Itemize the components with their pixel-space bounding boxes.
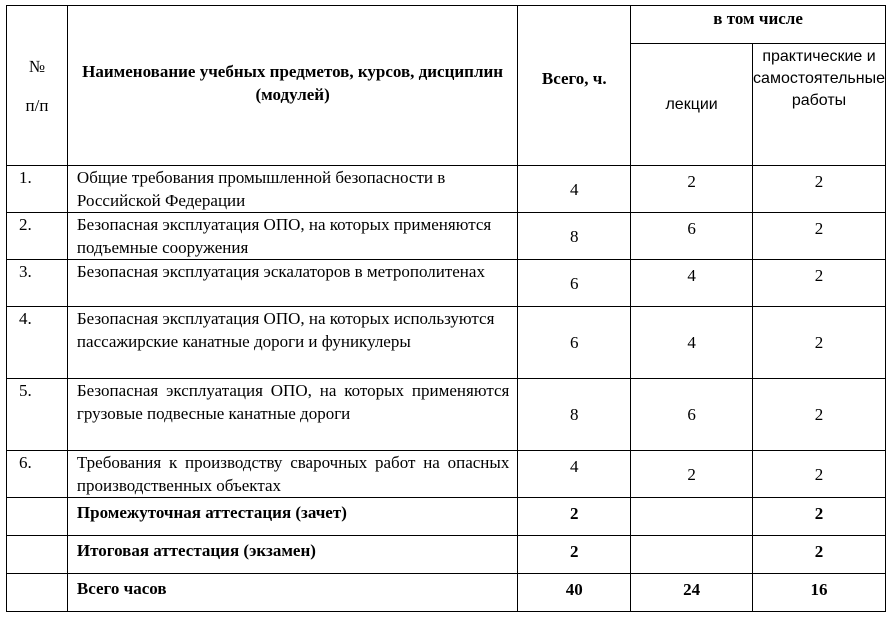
row-number: 4. (7, 307, 68, 379)
table-row (7, 379, 886, 451)
row-practical: 2 (753, 379, 886, 451)
row-total: 6 (518, 307, 631, 379)
header-lectures: лекции (631, 44, 753, 166)
row-number: 5. (7, 379, 68, 451)
row-lectures: 4 (631, 260, 753, 307)
table-row (7, 166, 886, 213)
row-practical: 2 (753, 213, 886, 260)
header-number (7, 6, 68, 166)
summary-row (7, 574, 886, 612)
header-row-1 (7, 6, 886, 44)
summary-label: Всего часов (67, 574, 517, 612)
row-subject: Общие требования промышленной безопасности в Российской Федерации (67, 166, 517, 213)
intermediate-label: Промежуточная аттестация (зачет) (67, 498, 517, 536)
intermediate-practical: 2 (753, 498, 886, 536)
row-subject: Безопасная эксплуатация ОПО, на которых применяются грузовые подвесные канатные дороги (67, 379, 517, 451)
row-number-empty (7, 574, 68, 612)
row-lectures: 6 (631, 213, 753, 260)
row-number: 6. (7, 451, 68, 498)
row-practical: 2 (753, 260, 886, 307)
row-total: 4 (518, 166, 631, 213)
row-total: 8 (518, 213, 631, 260)
row-number: 2. (7, 213, 68, 260)
final-lectures (631, 536, 753, 574)
row-number: 3. (7, 260, 68, 307)
header-number-line2: п/п (25, 95, 49, 115)
table-row (7, 307, 886, 379)
row-total: 6 (518, 260, 631, 307)
final-row (7, 536, 886, 574)
row-total: 4 (518, 451, 631, 498)
row-subject: Требования к производству сварочных работ на опасных производственных объектах (67, 451, 517, 498)
curriculum-table (6, 5, 886, 612)
final-label: Итоговая аттестация (экзамен) (67, 536, 517, 574)
final-practical: 2 (753, 536, 886, 574)
row-lectures: 6 (631, 379, 753, 451)
header-practical: практические и самостоятельные работы (753, 44, 886, 166)
row-lectures: 4 (631, 307, 753, 379)
row-number-empty (7, 498, 68, 536)
summary-lectures: 24 (631, 574, 753, 612)
row-subject: Безопасная эксплуатация эскалаторов в метрополитенах (67, 260, 517, 307)
intermediate-lectures (631, 498, 753, 536)
row-lectures: 2 (631, 451, 753, 498)
table-row (7, 213, 886, 260)
intermediate-row (7, 498, 886, 536)
table-row (7, 451, 886, 498)
row-number: 1. (7, 166, 68, 213)
curriculum-sheet (6, 5, 886, 612)
header-number-line1: № (28, 56, 46, 76)
header-including-group: в том числе (631, 6, 886, 44)
header-subject-name: Наименование учебных предметов, курсов, дисциплин (модулей) (67, 6, 517, 166)
table-row (7, 260, 886, 307)
row-practical: 2 (753, 307, 886, 379)
summary-total: 40 (518, 574, 631, 612)
row-practical: 2 (753, 166, 886, 213)
header-total-hours: Всего, ч. (518, 6, 631, 166)
summary-practical: 16 (753, 574, 886, 612)
intermediate-total: 2 (518, 498, 631, 536)
row-subject: Безопасная эксплуатация ОПО, на которых применяются подъемные сооружения (67, 213, 517, 260)
row-lectures: 2 (631, 166, 753, 213)
row-number-empty (7, 536, 68, 574)
final-total: 2 (518, 536, 631, 574)
row-practical: 2 (753, 451, 886, 498)
row-total: 8 (518, 379, 631, 451)
row-subject: Безопасная эксплуатация ОПО, на которых используются пассажирские канатные дороги и фуникулеры (67, 307, 517, 379)
